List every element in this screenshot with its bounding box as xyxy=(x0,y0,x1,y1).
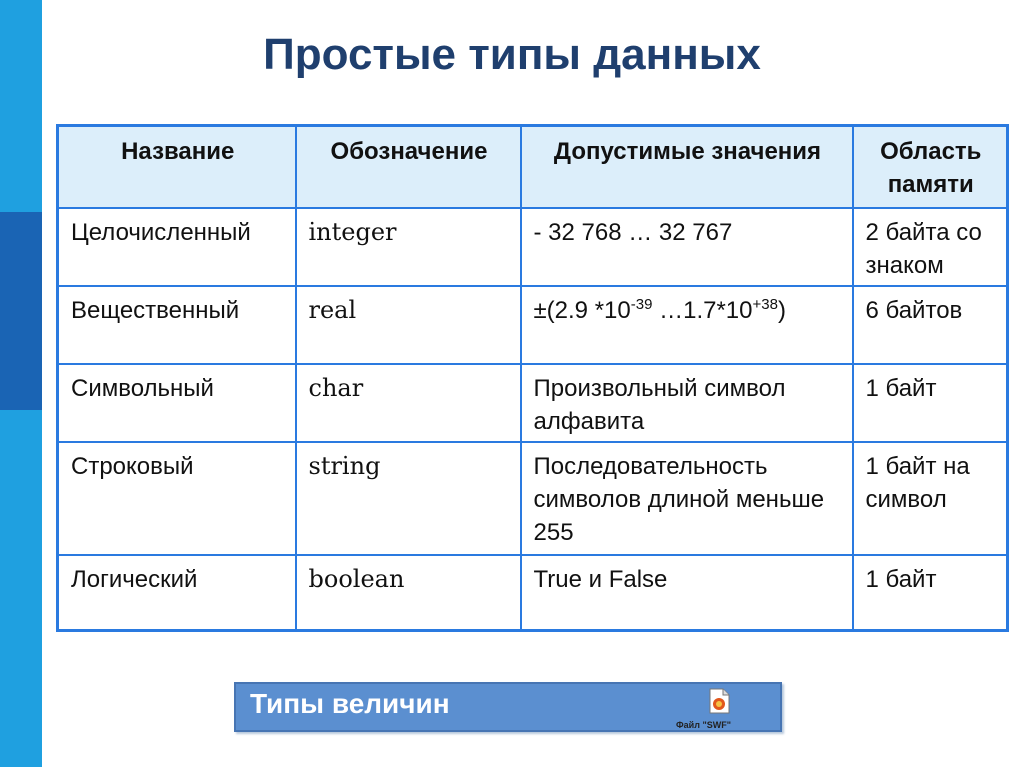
cell-code: integer xyxy=(296,208,521,286)
cell-code: boolean xyxy=(296,555,521,631)
table-row xyxy=(58,286,1008,364)
cell-memory: 6 байтов xyxy=(853,286,1008,364)
range-text: …1.7*10 xyxy=(652,297,753,324)
swf-file-icon[interactable] xyxy=(706,688,732,714)
cell-memory: 1 байт xyxy=(853,555,1008,631)
header-name: Название xyxy=(58,126,296,209)
table-row xyxy=(58,364,1008,442)
cell-code: string xyxy=(296,442,521,555)
cell-memory: 1 байт xyxy=(853,364,1008,442)
sidebar-accent xyxy=(0,212,42,410)
link-label: Типы величин xyxy=(250,688,450,719)
header-code: Обозначение xyxy=(296,126,521,209)
table-row xyxy=(58,208,1008,286)
cell-name: Символьный xyxy=(58,364,296,442)
header-memory: Область памяти xyxy=(853,126,1008,209)
exponent: -39 xyxy=(630,296,653,313)
cell-memory: 2 байта со знаком xyxy=(853,208,1008,286)
range-text: ) xyxy=(777,297,786,324)
exponent: +38 xyxy=(752,296,778,313)
table-row xyxy=(58,442,1008,555)
page-title: Простые типы данных xyxy=(263,30,761,79)
cell-code: char xyxy=(296,364,521,442)
range-text: ±(2.9 *10 xyxy=(533,297,631,324)
cell-range xyxy=(521,286,853,364)
table-header-row xyxy=(58,126,1008,209)
cell-name: Вещественный xyxy=(58,286,296,364)
cell-memory: 1 байт на символ xyxy=(853,442,1008,555)
table-row xyxy=(58,555,1008,631)
cell-range: Последовательность символов длиной меньше 255 xyxy=(521,442,853,555)
cell-range: - 32 768 … 32 767 xyxy=(521,208,853,286)
types-link-button[interactable] xyxy=(234,682,782,732)
cell-code: real xyxy=(296,286,521,364)
cell-name: Логический xyxy=(58,555,296,631)
cell-range: Произвольный символ алфавита xyxy=(521,364,853,442)
file-caption: Файл "SWF" xyxy=(676,720,731,730)
cell-range: True и False xyxy=(521,555,853,631)
data-types-table xyxy=(56,124,1009,632)
cell-name: Строковый xyxy=(58,442,296,555)
cell-name: Целочисленный xyxy=(58,208,296,286)
header-range: Допустимые значения xyxy=(521,126,853,209)
